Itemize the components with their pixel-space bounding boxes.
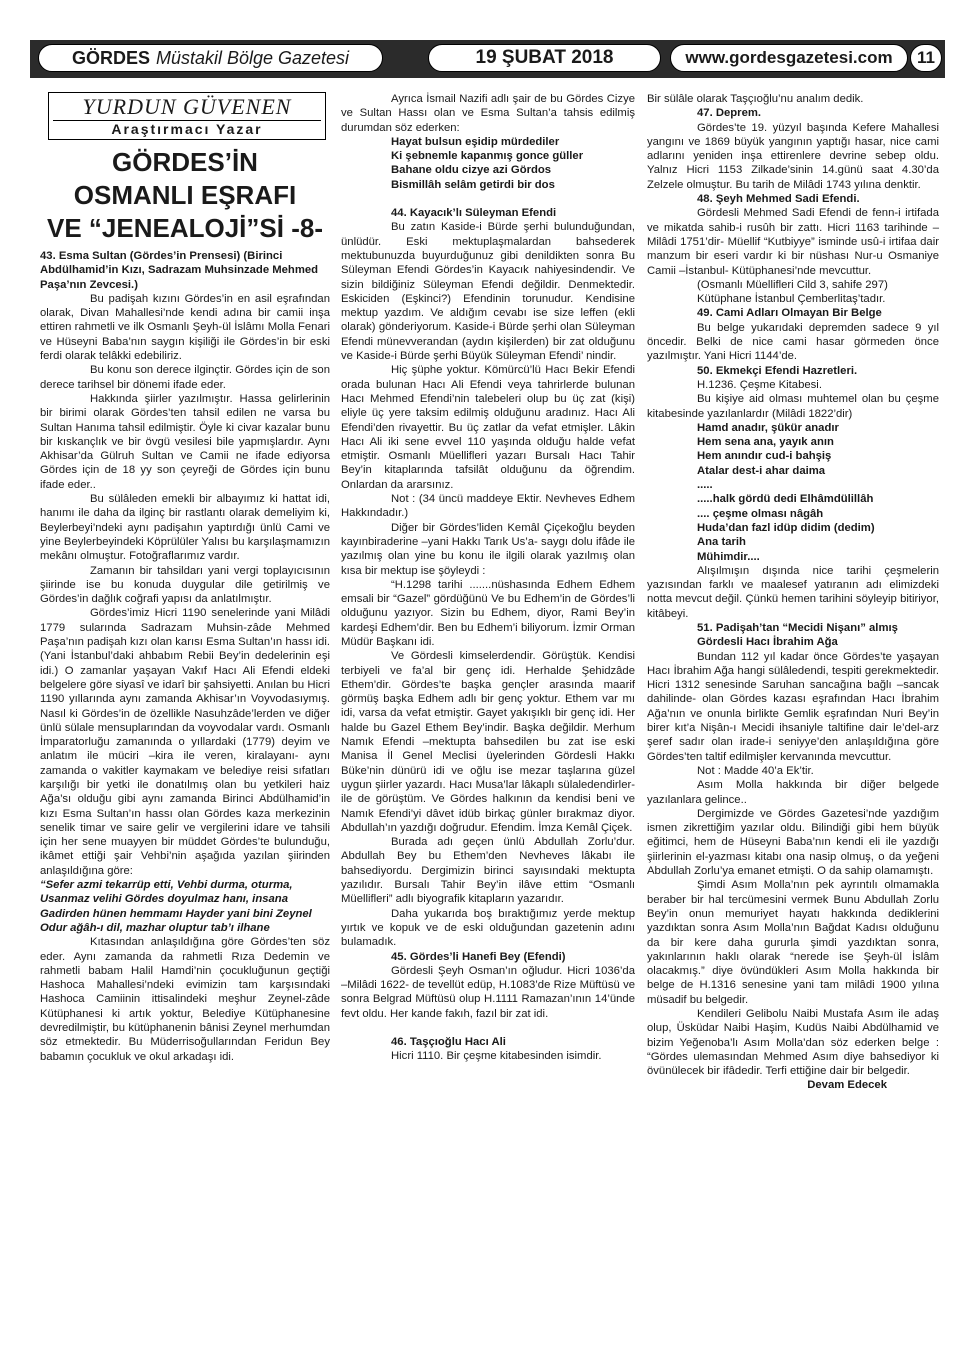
paragraph: Hamd anadır, şükür anadır xyxy=(697,421,839,434)
section-heading: 43. Esma Sultan (Gördes’in Prensesi) (Birinci Abdülhamid’in Kızı, Sadrazam Muhsinzade Mehmed Paşa’nın Zevcesi.) xyxy=(40,250,319,291)
paragraph: Şimdi Asım Molla’nın pek ayrıntılı olmamakla beraber bir hal tercümesini vermek Bunu Abdullah Zorlu Bey’in onun memuriyet hayatı hakkında dediklerini yazdıktan sonra Asım Molla’nın Bağdat Kadısı olduğunu da bir kere daha gururla şimdi yazdıktan sonra, yakınlarının haklı olarak “nerede ise Şeyh-ül İslâm olacakmış.” diye övündükleri Asım Molla hakkında bir belge de H.1316 senesine yani tam milâdi 1900 yılına müsadif bu belgedir. xyxy=(647,879,939,1006)
paragraph: Bu kişiye aid olması muhtemel olan bu çeşme kitabesinde yazılanlardır (Milâdi 1822’dir) xyxy=(647,393,939,420)
paragraph: Kendileri Gelibolu Naibi Mustafa Asım ile adaş olup, Üsküdar Naibi Haşim, Kudüs Naibi Abdülhamid ve bizim Yeğenoba’lı Asım Molla’dan söz ederken belge : “Gördes ulemasından Mehmed Asım diye bahsediyor ki övünülecek bir ifâdedir. Terfi ettiğine dair bir belgedir. xyxy=(647,1008,939,1078)
section-heading: 48. Şeyh Mehmed Sadi Efendi. xyxy=(697,193,860,206)
paragraph: Hayat bulsun eşidip mürdediler xyxy=(391,135,560,148)
column-1-body xyxy=(40,249,330,1064)
paragraph: Odur ağâh-ı dil, mazhar oluptur tab’ı ilhane xyxy=(40,921,270,934)
paragraph: Hiç şüphe yoktur. Kömürcü’lü Hacı Bekir Efendi orada bulunan Hacı Ali Efendi veya tahrirlerde bulunan Hacı Mehmed Efendi’nin talebeleri olup bu üç zat (kişi) eliyle üç yere taksim edilmiş olduğunu aradınız. Hacı Ali Efendi’den rivayettir. Bu üç zatlar da vefat etmişler. Lâkin Hacı Ali iki sene evvel 110 yaşında olduğu halde vefat etmiştir. Osmanlı Müellifleri yazarı Bursalı Hacı Tahir Bey’in kitaplarında tafsilât olduğunu da öğrendim. Onlardan da ararsınız. xyxy=(341,364,635,491)
paragraph: Devam Edecek xyxy=(807,1079,887,1092)
paragraph: Bu sülâleden emekli bir albayımız ki hattat idi, hanımı ile daha da ilginç bir rastlantı olarak demeliyim ki, Beylerbeyi’ndeki aynı padişahın yaptırdığı ünlü Cami ve yine Beylerbeyindeki Köprülüler Yalısı bu karşılaşmamızın mekânı olmuştur. Fotoğraflarımız vardır. xyxy=(40,493,330,563)
paragraph: Bu padişah kızını Gördes’in en asil eşrafından olarak, Divan Mahallesi’nde kendi adına bir camii inşa ettiren rahmetli ve ilk Osmanlı Şeyh-ül İslâmı Molla Fenari ve Hüseyni Baba’nın saygın kişiliği ile Gördes’in bir eski ferdi olarak telâkki edebiliriz. xyxy=(40,292,330,363)
author-box xyxy=(48,92,326,140)
article-title xyxy=(40,146,330,245)
newspaper-name[interactable] xyxy=(38,44,383,72)
paragraph: Bismillâh selâm getirdi bir dos xyxy=(391,178,555,191)
paragraph: Diğer bir Gördes’liden Kemâl Çiçekoğlu beyden kayınbiraderine –yani Hakkı Tarık Us’a- saygı dolu ifâde ile yazılmış olan yine bu konu ile ilgili olarak yazılmış olan kısa bir mektup ise şöyleydi : xyxy=(341,521,635,577)
newspaper-name-bold: GÖRDES xyxy=(71,47,150,68)
masthead xyxy=(30,40,945,78)
paragraph: Gördesli Şeyh Osman’ın oğludur. Hicri 1036’da –Milâdi 1622- de tevellüt edüp, H.1083’de Rize Müftüsü ve sonra Belgrad Müftüsü olup H.1111 Ramazan’ının 14’ünde fevt oldu. Her kande fakıh, fazıl bir zat idi. xyxy=(341,964,635,1020)
paragraph: Dergimizde ve Gördes Gazetesi’nde yazdığım ismen zikrettiğim yazılar oldu. Bilindiği gibi hem büyük eğitimci, hem de Hüseyni Baba’nın kendi eli ile yazdığı şiirlerinin el-yazması kitabı ona nasip olmuş, o da yeğeni Abdullah Zorlu’ya emanet etmişti. O da sahip olamamıştı. xyxy=(647,807,939,878)
paragraph: .... çeşme olması nâgâh xyxy=(697,507,824,520)
paragraph: Daha yukarıda boş bıraktığımız yerde mektup yırtık ve kopuk ve de eski olduğundan gazetenin adını bulamadık. xyxy=(341,907,635,949)
paragraph: Kıtasından anlaşıldığına göre Gördes’ten söz eder. Aynı zamanda da rahmetli Rıza Dedemin ve rahmetli babam Halil Hamdi’nin çocukluğunun geçtiği Hashoca Mahallesi’ndeki evimizin tam karşısındaki Hashoca Camiinin ittisalindeki meşhur Zeynel-zâde Kütüphanesi ki artık yoktur, Belediye Kütüphanesine devredilmiştir, bu kütüphanenin bânisi Zeynel merhumdan söz etmektedir. Bu Müderrisoğullarından Feridun Bey babamın çocukluk ve okul arkadaşı idi. xyxy=(40,936,330,1063)
paragraph: Ana tarih xyxy=(697,536,746,549)
paragraph: Ayrıca İsmail Nazifi adlı şair de bu Gördes Cizye ve Sultan Hassı olan ve Esma Sultan’a tahsis edilmiş durumdan söz ederken: xyxy=(341,93,635,134)
paragraph: “H.1298 tarihi .......nüshasında Edhem Edhem emsali bir “Gazel” gördüğünü Ve bu Edhem’in de Gördes’li olduğunu yazıyor. Sizin bu Edhem, diyor, Rami Bey’in kardeşi Edhem’dir. Ben bu Edhem’i biliyorum. İzmir Orman Müdür Başkanı idi. xyxy=(341,578,635,648)
paragraph: Hem sena ana, yayık anın xyxy=(697,436,834,449)
paragraph: Ki şebnemle kapanmış gonce güller xyxy=(391,150,584,163)
paragraph: Hem anındır cud-i bahşiş xyxy=(697,450,832,463)
section-heading: 46. Taşçıoğlu Hacı Ali xyxy=(391,1036,506,1048)
paragraph: H.1236. Çeşme Kitabesi. xyxy=(697,378,822,391)
paragraph: Ve Gördesli kimselerdendir. Görüştük. Kendisi terbiyeli ve fa’al bir genç idi. Herhalde Şehidzâde Ethem’dir. Gördes’te başka gençler arasında maarif görmüş başka Edhem adlı bir genç yoktur. Ethem var mı idi, varsa da vefat etmiştir. Gayet yakışıklı bir genç idi. Her halde bu Gazel Ethem Bey’indir. Başka değildir. Merhum Namık Efendi –mektupta bahsedilen bu zat ise eski Manisa İl Genel Meclisi üyelerinden Gördesli Hakkı Büke’nin dünürü idi ve oğlu ise mezar taşlarına güzel uygun şiirler yazardı. Hacı Musa’lar lâkaplı sülaledendirler- ile de görüştüm. Ve Gördes halkının da kendisi beni ve Namık Efendi’yi dâvet idüb birkaç günler bırakmaz diyor. Abdullah’ın yazdığı doğrudur. Efendim. İmza Kemâl Çiçek. xyxy=(341,650,635,834)
paragraph: (Osmanlı Müellifleri Cild 3, sahife 297) xyxy=(697,278,888,291)
article-column-1 xyxy=(40,92,330,1064)
paragraph: Zamanın bir tahsildarı yani vergi toplayıcısının şiirinde ise bu konuda duygular dile getirilmiş ve Gördes’in dağlık coğrafi yapısı da anlatılmıştır. xyxy=(40,564,330,606)
paragraph: Hicri 1110. Bir çeşme kitabesinden isimdir. xyxy=(391,1050,602,1063)
title-line-1: GÖRDES’İN xyxy=(112,147,258,177)
paragraph: Bir sülâle olarak Taşçıoğlu’nu analım dedik. xyxy=(647,93,864,105)
section-heading: 49. Cami Adları Olmayan Bir Belge xyxy=(697,307,882,320)
paragraph: “Sefer azmi tekarrüp etti, Vehbi durma, oturma, xyxy=(40,879,293,892)
paragraph: .....halk gördü dedi Elhâmdülillâh xyxy=(697,493,874,506)
newspaper-tagline: Müstakil Bölge Gazetesi xyxy=(155,47,350,68)
issue-date: 19 ŞUBAT 2018 xyxy=(428,44,661,72)
paragraph: Mühimdir.... xyxy=(697,550,760,563)
section-heading: 45. Gördes’li Hanefi Bey (Efendi) xyxy=(391,950,566,963)
article-column-3 xyxy=(647,92,939,1093)
paragraph: Huda’dan fazl idüp didim (dedim) xyxy=(697,521,875,534)
paragraph: Not : (34 üncü maddeye Ektir. Nevheves Edhem Hakkındadır.) xyxy=(341,493,635,520)
section-heading: 47. Deprem. xyxy=(697,107,762,120)
author-role: Araştırmacı Yazar xyxy=(53,120,321,137)
article-column-2 xyxy=(341,92,635,1064)
paragraph: ..... xyxy=(697,479,713,492)
page-number: 11 xyxy=(910,44,942,72)
column-3-body xyxy=(647,92,939,1093)
title-line-3: VE “JENEALOJİ”Sİ -8- xyxy=(47,213,323,243)
author-name: YURDUN GÜVENEN xyxy=(82,94,292,119)
section-heading: 51. Padişah’tan “Mecidi Nişanı” almış Gördesli Hacı İbrahim Ağa xyxy=(697,621,898,649)
paragraph: Asım Molla hakkında bir diğer belgede yazılanlara gelince.. xyxy=(647,779,939,806)
section-heading: 44. Kayacık’lı Süleyman Efendi xyxy=(391,207,557,220)
paragraph: Bu zatın Kaside-i Bürde şerhi bulunduğundan, ünlüdür. Eski mektuplaşmalardan bahsederek mektubunuzda buyurduğunuz gibi denildikten sonra Bu Süleyman Efendi Gördes’in Kayacık nahiyesindendir. Ve sizin bildiğiniz Süleyman Efendi değildir. Denmektedir. Eskiciden (Eşkinci?) Efendinin torunudur. Kendisine mektup yazdım. Ve aldığım cevabı ise size leffen (ekli olarak) gönderiyorum. Kaside-i Bürde şerhi olan Süleyman Efendi münevverandan (aydın kişilerden) bir zat olduğunu ve Kaside-i Bürde şerhi Büyük Süleyman Efendi’ nindir. xyxy=(341,221,635,363)
paragraph: Not : Madde 40’a Ek’tir. xyxy=(697,764,814,777)
spacer xyxy=(341,192,635,206)
section-heading: 50. Ekmekçi Efendi Hazretleri. xyxy=(697,364,858,377)
title-line-2: OSMANLI EŞRAFI xyxy=(73,180,297,210)
website-link[interactable]: www.gordesgazetesi.com xyxy=(670,44,908,72)
paragraph: Bundan 112 yıl kadar önce Gördes’te yaşayan Hacı İbrahim Ağa hangi sülâledendi, tespiti gerekmektedir. Hicri 1312 senesinde Saruhan sancağına bağlı –sancak dahilinde- olan Gördes kazası eşrafından Hacı İbrahim Ağa’nın ve onunla birlikte Gemlik eşrafından Nuri Bey’in birer kıt’a Nişân-ı Mecidi ihsaniyle taltifine dair le’del-arz şeref sadır olan irade-i seniyye’den anlaşıldığına göre Gördes’ten taltif edilmişler kervanında mevcuttur. xyxy=(647,650,939,763)
paragraph: Gördesli Mehmed Sadi Efendi de fenn-i irtifada ve mikatda sahib-i rusûh bir zattı. Hicri 1163 tarihinde –Milâdi 1751’dir- Müellif “Kutbiyye” isminde usû-i irtifaa dair manzum bir eseri vardır ki bir nüshası Nur-u Osmaniye Camii –İstanbul- Kütüphanesi’nde mevcuttur. xyxy=(647,207,939,277)
paragraph: Bu belge yukarıdaki depremden sadece 9 yıl öncedir. Belki de nice cami hasar görmeden önce yazılmıştır. Yani Hicri 1144’de. xyxy=(647,321,939,363)
spacer xyxy=(341,1021,635,1035)
paragraph: Burada adı geçen ünlü Abdullah Zorlu’dur. Abdullah Bey bu Ethem’den Nevheves lâkabı ile bahsediyordu. Dergimizin birinci sayısındaki mektupta yazılıdır. Bursalı Tahir Bey’in ilâve ettim “Osmanlı Müellifleri” adlı biyografik kitapların yazarıdır. xyxy=(341,836,635,906)
paragraph: Alışılmışın dışında nice tarihi çeşmelerin yazısından farklı ve maalesef yatıranın adı elimizdeki notta mevcut değil. Çünkü hemen tarihini söyleyip bitiriyor, kitâbeyi. xyxy=(647,564,939,620)
paragraph: Bu konu son derece ilginçtir. Gördes için de son derece tarihsel bir dönemi ifade eder. xyxy=(40,364,330,391)
paragraph: Kütüphane İstanbul Çemberlitaş’tadır. xyxy=(697,293,886,306)
paragraph: Atalar dest-i ahar daima xyxy=(697,464,826,477)
paragraph: Gördes’imiz Hicri 1190 senelerinde yani Milâdi 1779 sularında Sadrazam Muhsin-zâde Mehmed Paşa’nın padişah kızı olan karısı Esma Sultan’ın hassı idi. (Yani İstanbul’daki ahbabım Rebii Bey’in dedelerinin eşi idi.) O zamanlar yaşayan Vakıf Hacı Ali Efendi eldeki belgelere göre siyasî ve idarî bir şahsiyetti. Anılan bu Hicri 1190 yıllarında aynı zamanda Akhisar’ın Voyvodasıymış. Nasıl ki Gördes’in de özellikle Nasuhzâde’lerden ve diğer ünlü sülale mensuplarından da voyvodalar vardı. Osmanlı İmparatorluğu zamanında o yıllardaki (1779) deyim ve anlatım ile müciri –kira ile veren, kiralayanı- aynı zamanda o vakitler kaymakam ve belediye reisi sıfatları karşılığı bir yetki ile donatılmış olan bu yetkileri haiz Ağa’sı olduğu gibi aynı zamanda Birinci Abdülhamid’in kızı Esma Sultan’ın hassı olan Gördes kaza merkezinin senelik timar ve saire gelir ve vergilerini idare ve tahsili için her sene muayyen bir müddet Gördes’te bulunduğu, ikâmet ettiği şair Vehbi’nin aşağıda yazılan şiirinden anlaşıldığına göre: xyxy=(40,607,330,877)
column-2-body xyxy=(341,92,635,1064)
paragraph: Bahane oldu cizye azi Gördos xyxy=(391,164,552,177)
paragraph: Usanmaz velihi Gördes doyulmaz hanı, insana Gadirden hünen hemmamı Hayder yani bini Zeynel xyxy=(40,893,312,920)
paragraph: Gördes’te 19. yüzyıl başında Kefere Mahallesi yangını ve 1869 büyük yangının yaptığı hasar, nice cami adlarını yeniden inşa ettirenlere devrine sebep oldu. Yalnız Hicri 1153 Zilkade’sinin 14.günü saat 4.30’da Zelzele olmuştur. Bu tarih de Milâdi 1743 yılına denktir. xyxy=(647,121,939,191)
paragraph: Hakkında şiirler yazılmıştır. Hassa gelirlerinin bir birimi olarak Gördes’ten tahsil edilen ne varsa bu Sultan Hanıma tahsil edilmiştir. Öyle ki civar kazalar bunu bir kıskançlık ve bir övgü vesilesi bile yapmışlardır. Aynı Akhisar’da Gülruh Sultan ve Camii ne ifade ediyorsa Gördes için de 18 yy son çeyreği de Gördes için bunu ifade eder.. xyxy=(40,392,330,491)
